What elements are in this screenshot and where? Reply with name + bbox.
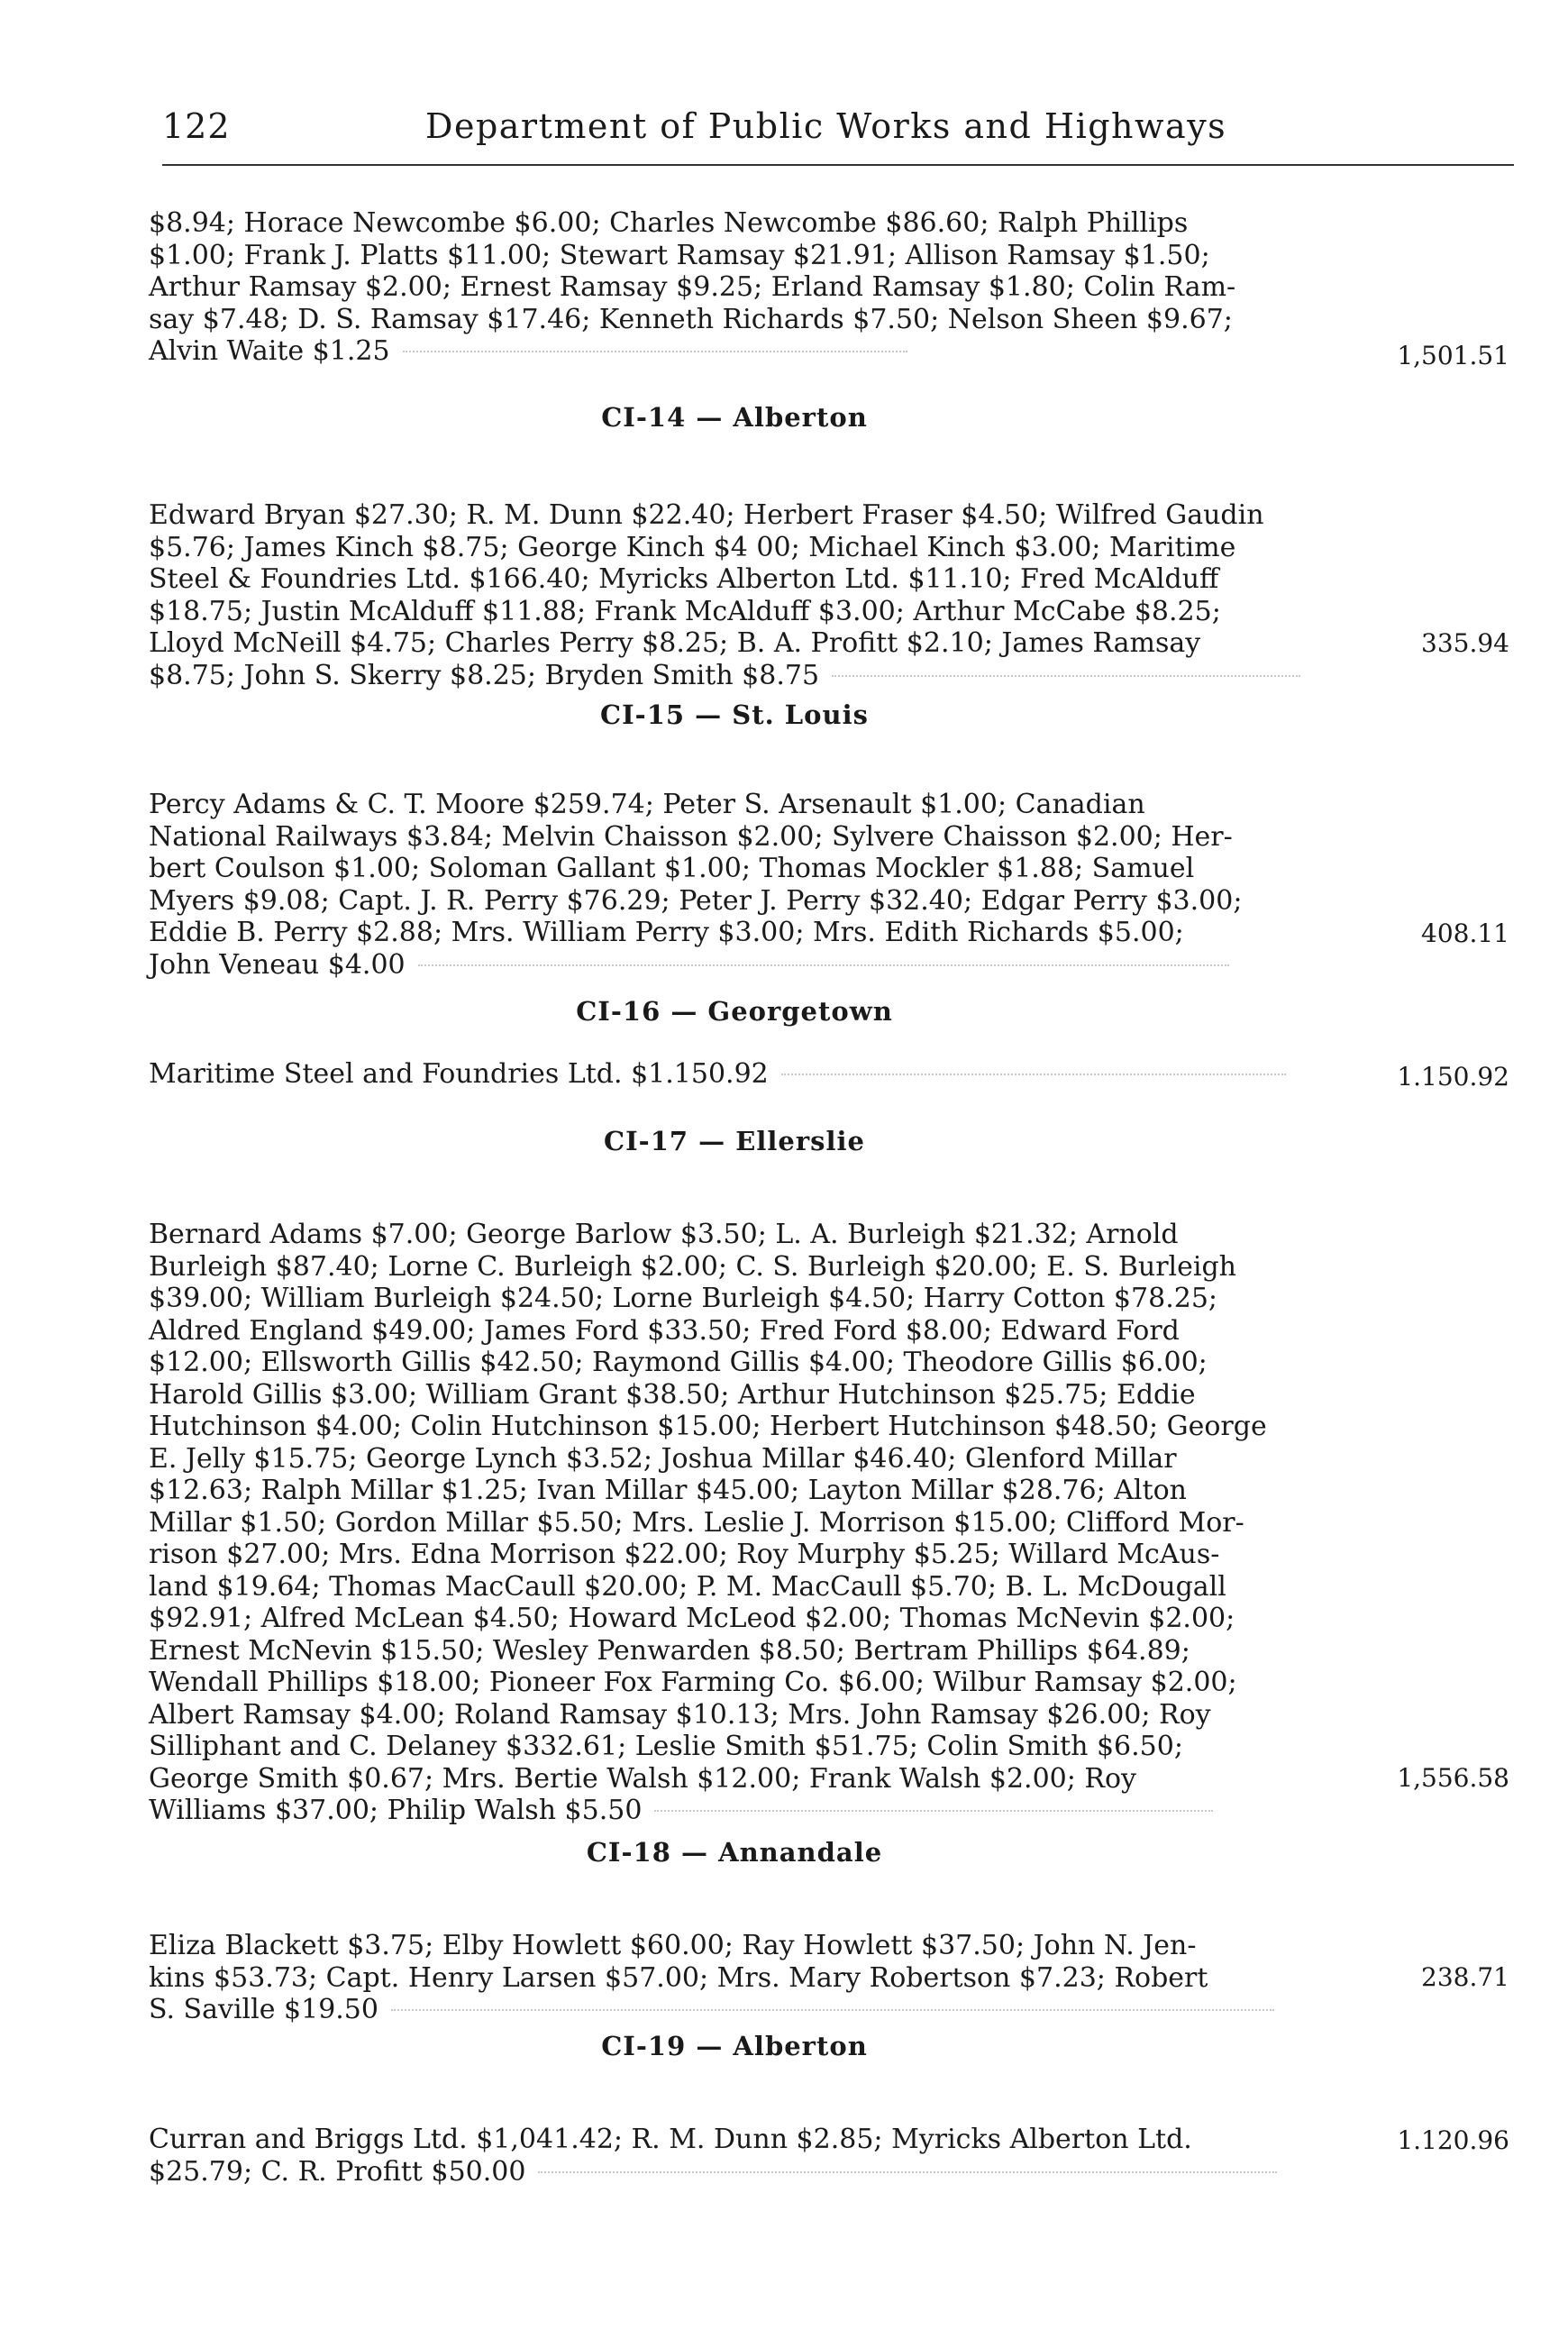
text-line: $39.00; William Burleigh $24.50; Lorne Burleigh $4.50; Harry Cotton $78.25; (149, 1283, 1218, 1314)
text-line: Hutchinson $4.00; Colin Hutchinson $15.00; Herbert Hutchinson $48.50; George (149, 1411, 1267, 1442)
dot-leader (391, 2009, 1274, 2011)
text-line: rison $27.00; Mrs. Edna Morrison $22.00; Roy Murphy $5.25; Willard McAus- (149, 1539, 1220, 1570)
text-line: Percy Adams & C. T. Moore $259.74; Peter S. Arsenault $1.00; Canadian (149, 789, 1145, 820)
section-total: 1.150.92 (1397, 1062, 1509, 1092)
section-title: CI-15 — St. Louis (600, 699, 869, 730)
text-line: National Railways $3.84; Melvin Chaisson $2.00; Sylvere Chaisson $2.00; Her- (149, 820, 1233, 853)
section-paragraph (149, 1930, 1320, 2026)
dot-leader (403, 351, 907, 352)
section-title: CI-16 — Georgetown (576, 996, 893, 1027)
text-line: Millar $1.50; Gordon Millar $5.50; Mrs. Leslie J. Morrison $15.00; Clifford Mor- (149, 1506, 1244, 1539)
text-line: $12.00; Ellsworth Gillis $42.50; Raymond Gillis $4.00; Theodore Gillis $6.00; (149, 1347, 1208, 1378)
section-title: CI-19 — Alberton (601, 2031, 868, 2061)
text-line: Myers $9.08; Capt. J. R. Perry $76.29; Peter J. Perry $32.40; Edgar Perry $3.00; (149, 884, 1243, 917)
section-ci-15 (149, 697, 1509, 981)
text-line: $1.00; Frank J. Platts $11.00; Stewart Ramsay $21.91; Allison Ramsay $1.50; (149, 239, 1210, 271)
section-paragraph (149, 499, 1320, 691)
text-line: Steel & Foundries Ltd. $166.40; Myricks Alberton Ltd. $11.10; Fred McAlduff (149, 563, 1219, 595)
text-line: Wendall Phillips $18.00; Pioneer Fox Farming Co. $6.00; Wilbur Ramsay $2.00; (149, 1667, 1237, 1698)
section-paragraph (149, 1219, 1320, 1827)
text-line: $8.94; Horace Newcombe $6.00; Charles Newcombe $86.60; Ralph Phillips (149, 207, 1189, 239)
text-line: $25.79; C. R. Profitt $50.00 (149, 2155, 526, 2188)
text-line: Burleigh $87.40; Lorne C. Burleigh $2.00; C. S. Burleigh $20.00; E. S. Burleigh (149, 1250, 1237, 1283)
section-title: CI-14 — Alberton (601, 402, 868, 433)
section-title: CI-18 — Annandale (586, 1837, 883, 1868)
dot-leader (781, 1074, 1286, 1075)
section-ci-14 (149, 399, 1509, 691)
section-total: 1,556.58 (1397, 1763, 1509, 1793)
text-line: Silliphant and C. Delaney $332.61; Leslie Smith $51.75; Colin Smith $6.50; (149, 1731, 1183, 1762)
text-line: Bernard Adams $7.00; George Barlow $3.50; L. A. Burleigh $21.32; Arnold (149, 1219, 1179, 1250)
text-line: $12.63; Ralph Millar $1.25; Ivan Millar $45.00; Layton Millar $28.76; Alton (149, 1475, 1187, 1506)
intro-paragraph (149, 207, 1320, 368)
text-line: Alvin Waite $1.25 (149, 335, 390, 367)
text-line: bert Coulson $1.00; Soloman Gallant $1.00; Thomas Mockler $1.88; Samuel (149, 853, 1195, 884)
text-line: say $7.48; D. S. Ramsay $17.46; Kenneth Richards $7.50; Nelson Sheen $9.67; (149, 303, 1233, 335)
section-paragraph (149, 789, 1320, 981)
section-ci-19 (149, 2028, 1509, 2188)
running-title: Department of Public Works and Highways (425, 106, 1227, 146)
page-header (0, 0, 1568, 171)
text-line: $18.75; Justin McAlduff $11.88; Frank McAlduff $3.00; Arthur McCabe $8.25; (149, 595, 1221, 627)
section-title: CI-17 — Ellerslie (604, 1126, 865, 1156)
text-line: Arthur Ramsay $2.00; Ernest Ramsay $9.25; Erland Ramsay $1.80; Colin Ram- (149, 271, 1236, 303)
dot-leader (538, 2171, 1277, 2173)
text-line: Edward Bryan $27.30; R. M. Dunn $22.40; Herbert Fraser $4.50; Wilfred Gaudin (149, 499, 1264, 531)
text-line: Williams $37.00; Philip Walsh $5.50 (149, 1795, 643, 1826)
dot-leader (832, 675, 1300, 677)
section-paragraph (149, 1058, 1320, 1091)
text-line: Aldred England $49.00; James Ford $33.50; Fred Ford $8.00; Edward Ford (149, 1314, 1180, 1347)
text-line: George Smith $0.67; Mrs. Bertie Walsh $12.00; Frank Walsh $2.00; Roy (149, 1762, 1136, 1795)
text-line: Eddie B. Perry $2.88; Mrs. William Perry $3.00; Mrs. Edith Richards $5.00; (149, 917, 1184, 948)
text-line: Curran and Briggs Ltd. $1,041.42; R. M. Dunn $2.85; Myricks Alberton Ltd. (149, 2124, 1192, 2155)
section-total: 335.94 (1421, 628, 1509, 658)
section-ci-17 (149, 1123, 1509, 1827)
page-number: 122 (162, 106, 231, 146)
text-line: $92.91; Alfred McLean $4.50; Howard McLeod $2.00; Thomas McNevin $2.00; (149, 1603, 1235, 1634)
text-line: John Veneau $4.00 (149, 948, 406, 981)
section-total: 1.120.96 (1397, 2125, 1509, 2155)
text-line: Maritime Steel and Foundries Ltd. $1.150.92 (149, 1058, 769, 1090)
text-line: kins $53.73; Capt. Henry Larsen $57.00; Mrs. Mary Robertson $7.23; Robert (149, 1961, 1208, 1994)
section-total: 1,501.51 (1397, 341, 1509, 370)
section-total: 238.71 (1421, 1962, 1509, 1992)
text-line: Lloyd McNeill $4.75; Charles Perry $8.25; B. A. Profitt $2.10; James Ramsay (149, 627, 1201, 659)
text-line: S. Saville $19.50 (149, 1994, 378, 2025)
section-total: 408.11 (1421, 918, 1509, 948)
text-line: E. Jelly $15.75; George Lynch $3.52; Joshua Millar $46.40; Glenford Millar (149, 1442, 1177, 1475)
section-ci-16 (149, 993, 1509, 1091)
text-line: land $19.64; Thomas MacCaull $20.00; P. M. MacCaull $5.70; B. L. McDougall (149, 1570, 1226, 1603)
text-line: $8.75; John S. Skerry $8.25; Bryden Smith $8.75 (149, 659, 820, 691)
text-line: $5.76; James Kinch $8.75; George Kinch $4 00; Michael Kinch $3.00; Maritime (149, 531, 1236, 563)
section-paragraph (149, 2124, 1320, 2188)
text-line: Harold Gillis $3.00; William Grant $38.50; Arthur Hutchinson $25.75; Eddie (149, 1378, 1196, 1411)
header-rule (162, 164, 1514, 166)
text-line: Albert Ramsay $4.00; Roland Ramsay $10.13; Mrs. John Ramsay $26.00; Roy (149, 1698, 1211, 1731)
text-line: Eliza Blackett $3.75; Elby Howlett $60.00; Ray Howlett $37.50; John N. Jen- (149, 1930, 1197, 1961)
section-ci-18 (149, 1834, 1509, 2026)
dot-leader (418, 964, 1229, 966)
dot-leader (654, 1810, 1213, 1812)
text-line: Ernest McNevin $15.50; Wesley Penwarden $8.50; Bertram Phillips $64.89; (149, 1634, 1190, 1667)
intro-entry (149, 207, 1509, 368)
